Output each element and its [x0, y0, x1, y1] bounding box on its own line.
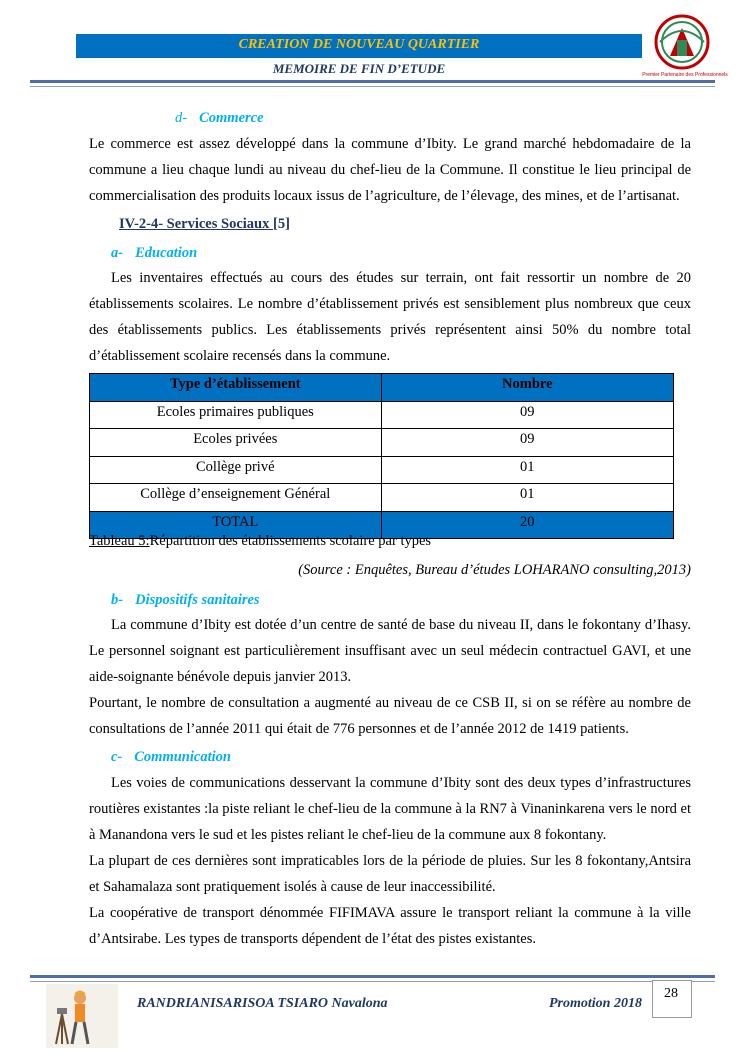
- header-title: CREATION DE NOUVEAU QUARTIER: [238, 37, 480, 52]
- education-heading: [111, 245, 197, 262]
- sanitaires-letter: b-: [111, 592, 124, 608]
- sanitaires-text-1: La commune d’Ibity est dotée d’un centre de santé de base du niveau II, dans le fokontany d’Ihasy. Le personnel soignant est particulièrement insuffisant avec un seul médecin contractuel GAVI, et une aide-soignante bénévole depuis janvier 2013.: [89, 617, 691, 685]
- footer-rule: [30, 975, 715, 978]
- table-cell-type: Ecoles primaires publiques: [90, 401, 382, 429]
- page-number: 28: [664, 986, 678, 1001]
- commerce-text: Le commerce est assez développé dans la commune d’Ibity. Le grand marché hebdomadaire de la commune a lieu chaque lundi au niveau du chef-lieu de la Commune. Il constitue le lieu principal de commercialisation des produits locaux issus de l’agriculture, de l’élevage, des mines, et de l’artisanat.: [89, 136, 691, 204]
- sanitaires-heading: [111, 592, 260, 609]
- section-heading: [119, 216, 290, 233]
- communication-text-3: La coopérative de transport dénommée FIFIMAVA assure le transport reliant la commune à la ville d’Antsirabe. Les types de transports dépendent de l’état des pistes existantes.: [89, 905, 691, 947]
- communication-text-1: Les voies de communications desservant la commune d’Ibity sont des deux types d’infrastructures routières existantes :la piste reliant le chef-lieu de la commune à la RN7 à Vinaninkarena vers le nord et à Manandona vers le sud et les pistes reliant le chef-lieu de la commune aux 8 fokontany.: [89, 775, 691, 843]
- communication-heading-text: Communication: [134, 749, 231, 765]
- table-row: [90, 456, 674, 484]
- table-cell-number: 09: [381, 401, 673, 429]
- footer-author: RANDRIANISARISOA TSIARO Navalona: [137, 996, 388, 1011]
- header-rule-thin: [30, 86, 715, 87]
- logo-caption: Premier Partenaire des Professionnels: [642, 72, 728, 78]
- table-cell-type: Ecoles privées: [90, 429, 382, 457]
- education-letter: a-: [111, 245, 124, 261]
- table-cell-type: Collège d’enseignement Général: [90, 484, 382, 512]
- table-cell-number: 09: [381, 429, 673, 457]
- communication-letter: c-: [111, 749, 123, 765]
- table-row: [90, 401, 674, 429]
- commerce-paragraph: [89, 131, 691, 209]
- sanitaires-heading-text: Dispositifs sanitaires: [135, 592, 260, 608]
- table-caption-text: Répartition des établissements scolaire par types: [149, 533, 432, 549]
- surveyor-icon: [46, 984, 118, 1048]
- header-rule: [30, 80, 715, 83]
- section-ref: [5]: [272, 216, 290, 232]
- header-subtitle: MEMOIRE DE FIN D’ETUDE: [272, 61, 446, 76]
- table-cell-number: 01: [381, 456, 673, 484]
- table-cell-number: 01: [381, 484, 673, 512]
- commerce-heading-text: Commerce: [199, 110, 264, 126]
- schools-table: [89, 373, 674, 539]
- table-caption-label: Tableau 5:: [89, 533, 150, 549]
- commerce-heading: [175, 110, 264, 127]
- commerce-letter: d-: [175, 110, 188, 126]
- footer-rule-thin: [30, 981, 715, 982]
- footer-promotion: Promotion 2018: [549, 996, 642, 1011]
- table-row: [90, 484, 674, 512]
- table-header-number: Nombre: [381, 374, 673, 402]
- section-heading-text: IV-2-4- Services Sociaux: [119, 216, 273, 232]
- communication-text-2: La plupart de ces dernières sont impraticables lors de la période de pluies. Sur les 8 fokontany,Antsira et Sahamalaza sont pratiquement isolés à cause de leur inaccessibilité.: [89, 853, 691, 895]
- table-cell-type: Collège privé: [90, 456, 382, 484]
- table-row: [90, 429, 674, 457]
- communication-heading: [111, 749, 231, 766]
- table-header-row: [90, 374, 674, 402]
- sanitaires-paragraph: [89, 612, 691, 742]
- table-header-type: Type d’établissement: [90, 374, 382, 402]
- communication-paragraph: [89, 770, 691, 952]
- education-heading-text: Education: [135, 245, 198, 261]
- table-source: (Source : Enquêtes, Bureau d’études LOHARANO consulting,2013): [298, 562, 691, 578]
- table-total-value: 20: [381, 511, 673, 539]
- table-total-label: TOTAL: [90, 511, 382, 539]
- table-caption: [89, 533, 431, 550]
- education-text: Les inventaires effectués au cours des études sur terrain, ont fait ressortir un nombre de 20 établissements scolaires. Le nombre d’établissement privés est sensiblement plus nombreux que ceux des établissements publics. Les établissements privés représentent ainsi 50% du nombre total d’établissement scolaire recensés dans la commune.: [89, 270, 691, 364]
- education-paragraph: [89, 265, 691, 369]
- sanitaires-text-2: Pourtant, le nombre de consultation a augmenté au niveau de ce CSB II, si on se réfère au nombre de consultations de l’année 2011 qui était de 776 personnes et de l’année 2012 de 1419 patients.: [89, 695, 691, 737]
